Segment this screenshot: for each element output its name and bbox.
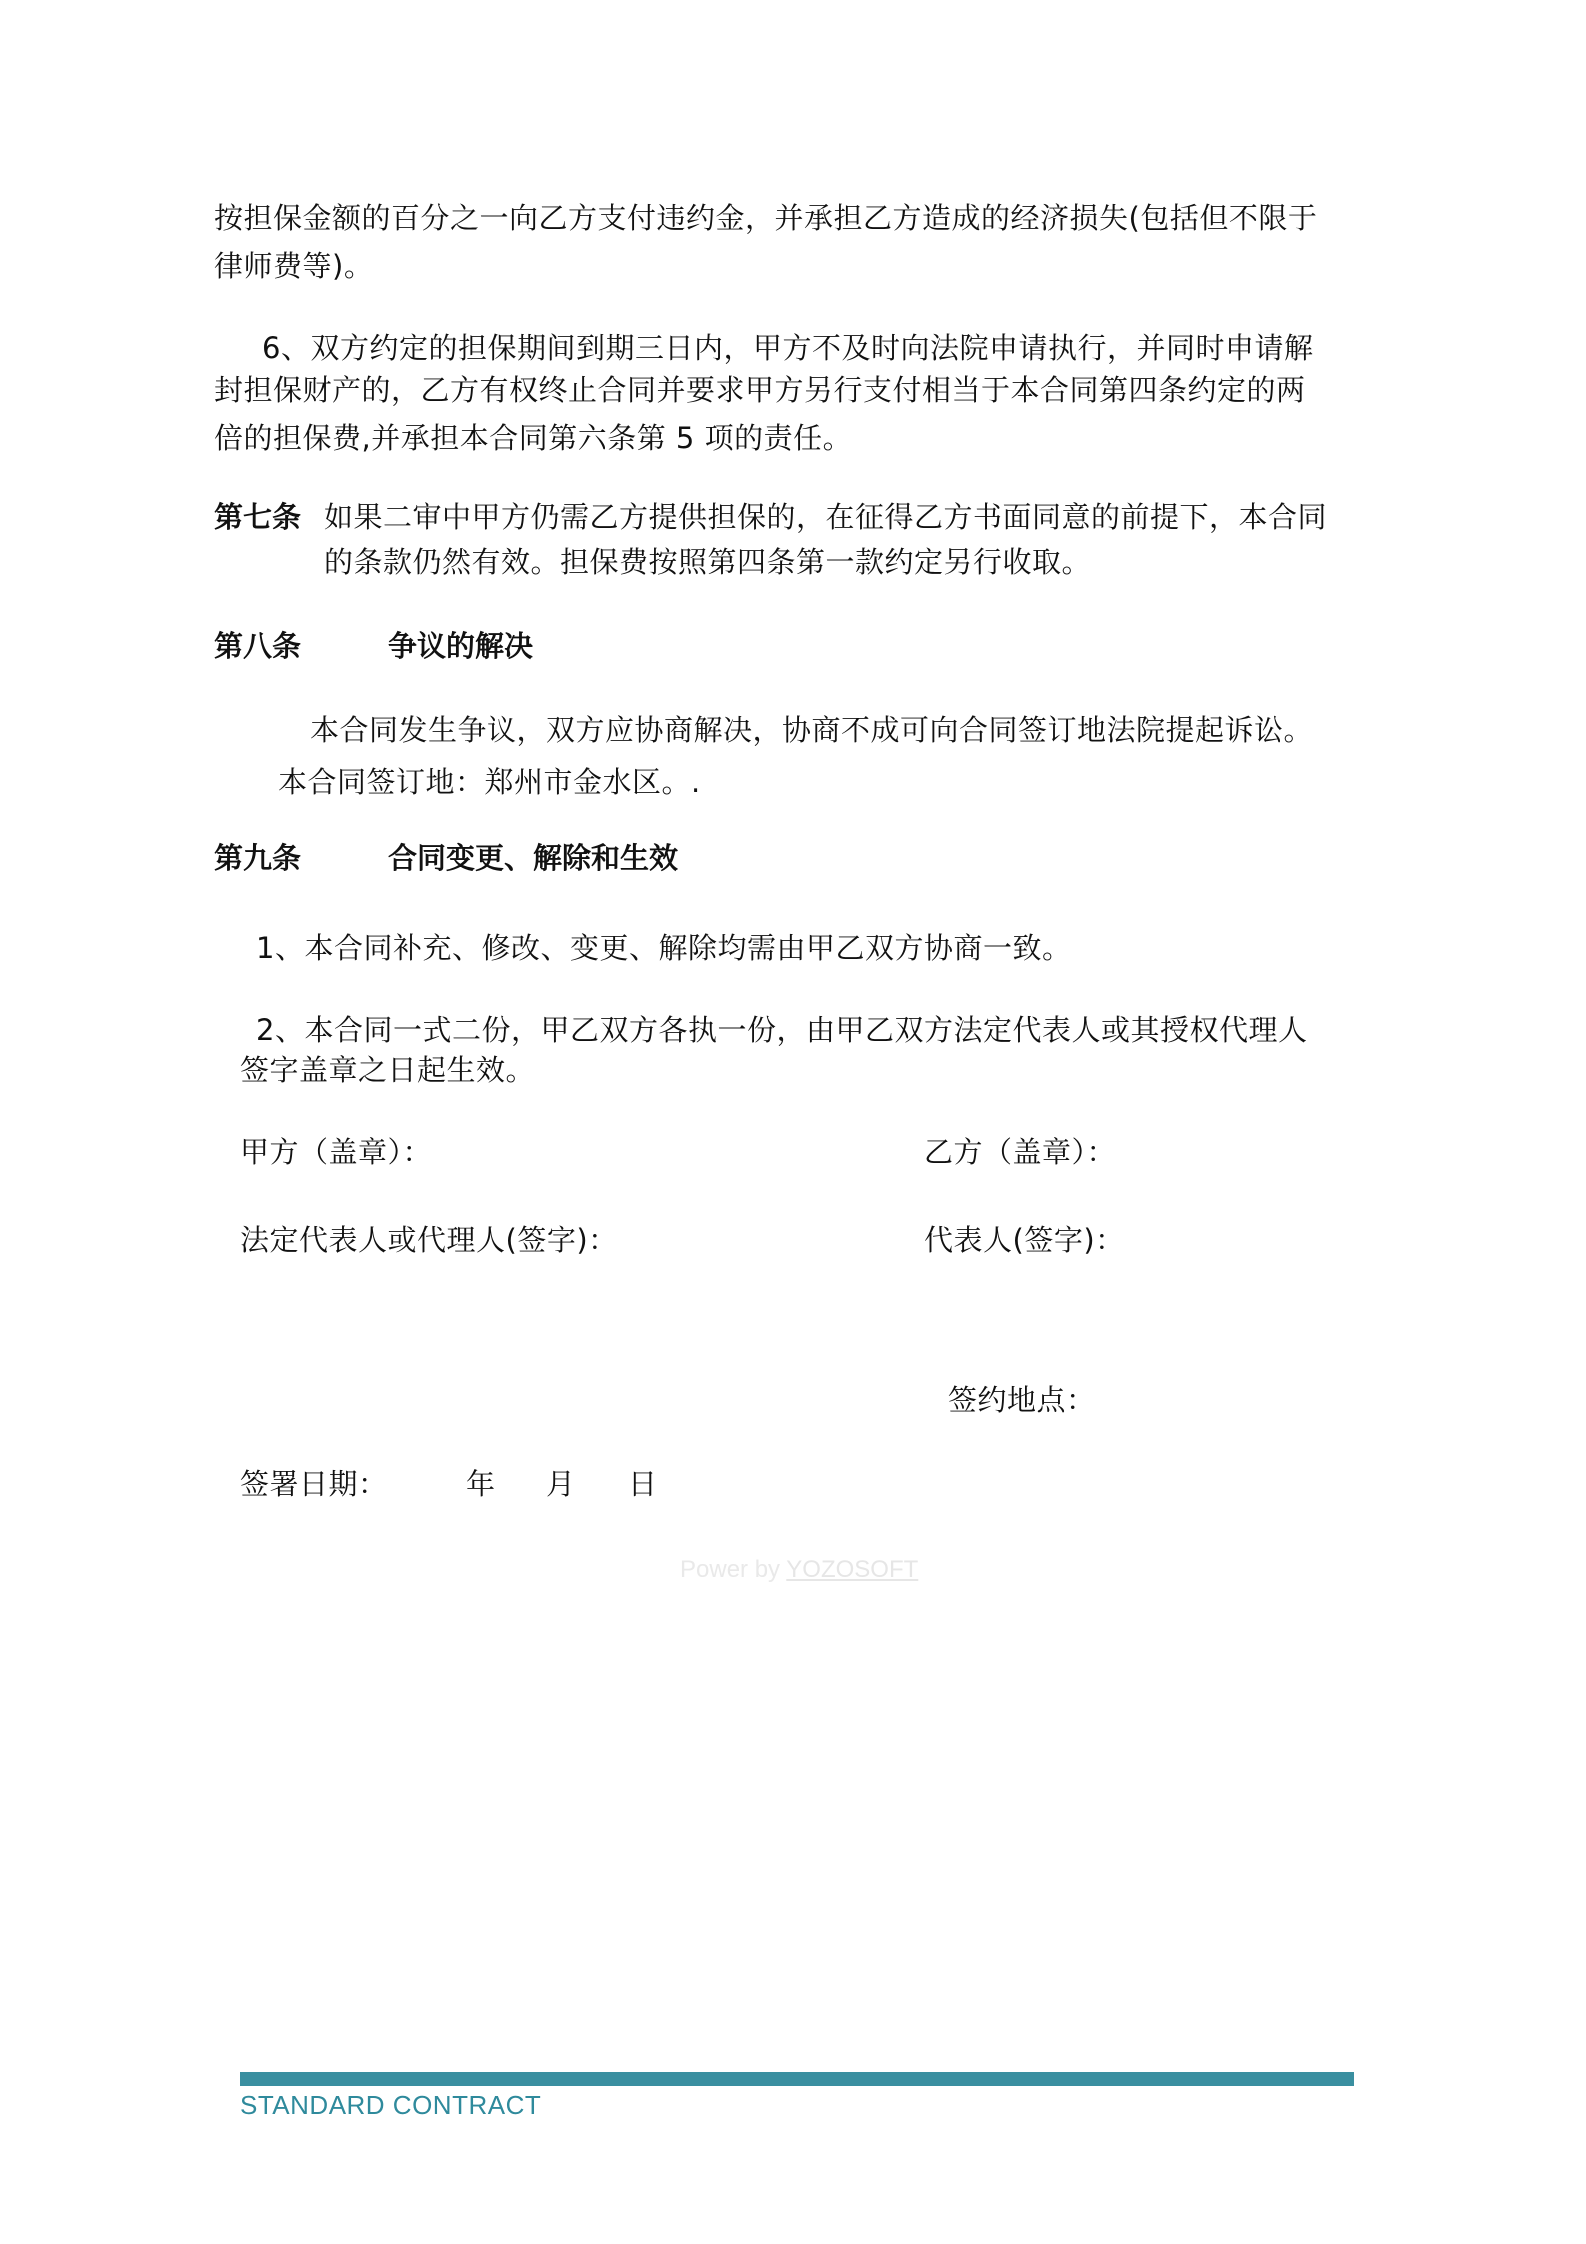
article-7-line-1: 如果二审中甲方仍需乙方提供担保的，在征得乙方书面同意的前提下，本合同 — [324, 500, 1328, 534]
paragraph-continuation-line-1: 按担保金额的百分之一向乙方支付违约金，并承担乙方造成的经济损失(包括但不限于 — [214, 201, 1318, 235]
date-month-label: 月 — [546, 1467, 576, 1501]
date-year-label: 年 — [466, 1467, 496, 1501]
paragraph-continuation-line-2: 律师费等)。 — [214, 249, 374, 283]
footer-accent-bar — [240, 2072, 1354, 2086]
article-9-item-1: 1、本合同补充、修改、变更、解除均需由甲乙双方协商一致。 — [256, 931, 1072, 965]
party-a-representative-label: 法定代表人或代理人(签字)： — [240, 1223, 618, 1257]
article-9-title: 合同变更、解除和生效 — [388, 841, 679, 875]
article-7-line-2: 的条款仍然有效。担保费按照第四条第一款约定另行收取。 — [324, 545, 1092, 579]
item-6-line-2: 封担保财产的，乙方有权终止合同并要求甲方另行支付相当于本合同第四条约定的两 — [214, 373, 1306, 407]
party-b-seal-label: 乙方（盖章）： — [924, 1135, 1117, 1169]
article-9-item-2-line-2: 签字盖章之日起生效。 — [240, 1053, 536, 1087]
yozosoft-watermark — [680, 1555, 918, 1585]
date-day-label: 日 — [628, 1467, 658, 1501]
party-b-representative-label: 代表人(签字)： — [924, 1223, 1125, 1257]
item-6-line-3: 倍的担保费,并承担本合同第六条第 5 项的责任。 — [214, 421, 853, 455]
party-a-seal-label: 甲方（盖章）： — [240, 1135, 433, 1169]
article-9-number: 第九条 — [214, 841, 302, 875]
signing-place-label: 签约地点： — [948, 1383, 1096, 1417]
watermark-brand-link[interactable]: YOZOSOFT — [786, 1556, 919, 1583]
article-9-item-2-line-1: 2、本合同一式二份，甲乙双方各执一份，由甲乙双方法定代表人或其授权代理人 — [256, 1013, 1308, 1047]
watermark-prefix: Power by — [680, 1556, 787, 1583]
article-7-number: 第七条 — [214, 500, 302, 534]
article-8-line-1: 本合同发生争议，双方应协商解决，协商不成可向合同签订地法院提起诉讼。 — [310, 713, 1314, 747]
article-8-title: 争议的解决 — [388, 629, 534, 663]
article-8-line-2: 本合同签订地：郑州市金水区。. — [278, 765, 701, 799]
item-6-line-1: 6、双方约定的担保期间到期三日内，甲方不及时向法院申请执行，并同时申请解 — [262, 331, 1314, 365]
article-8-number: 第八条 — [214, 629, 302, 663]
footer-label: STANDARD CONTRACT — [240, 2090, 542, 2120]
signing-date-label: 签署日期： — [240, 1467, 388, 1501]
